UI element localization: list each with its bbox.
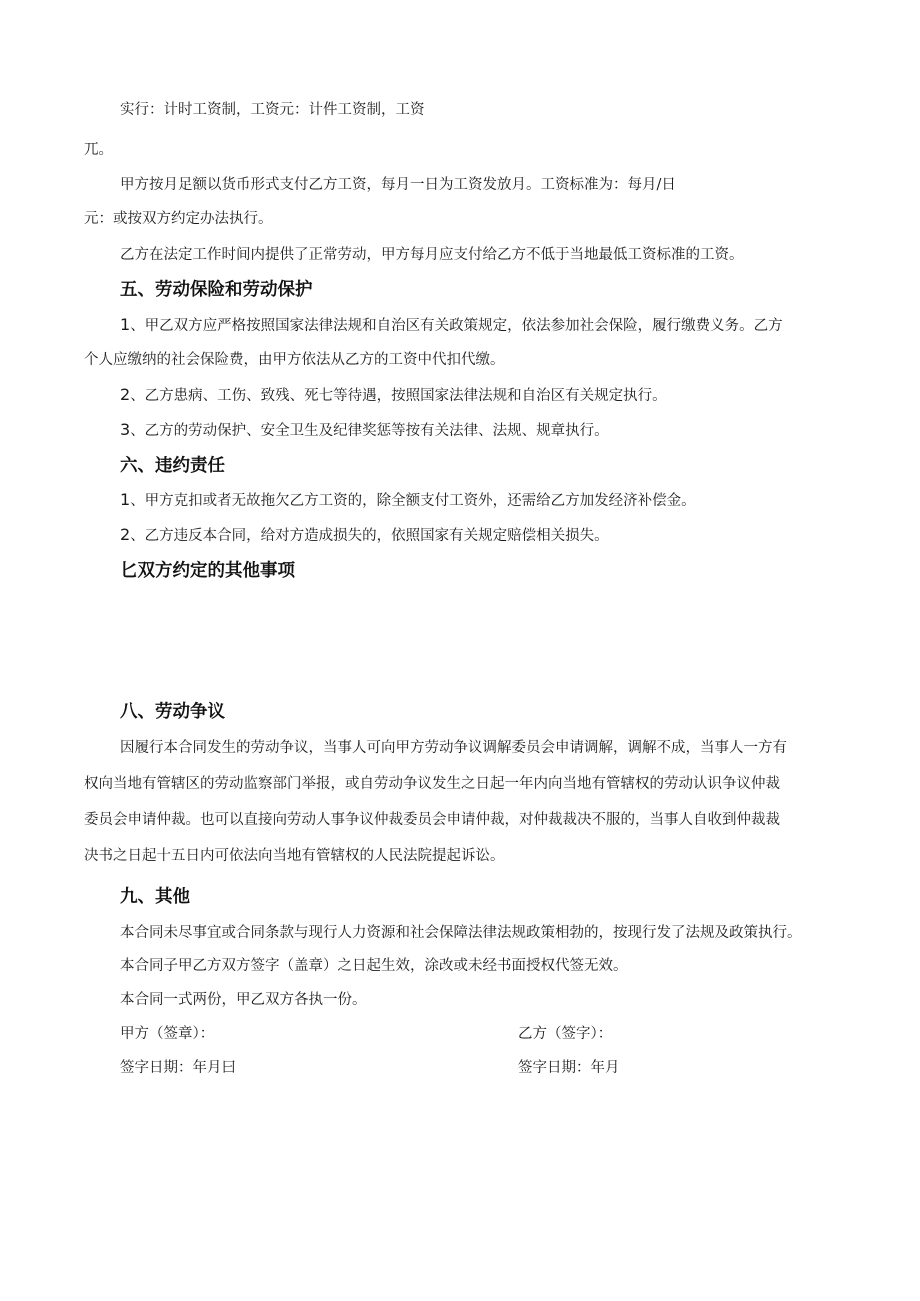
wage-system-line: 实行：计时工资制，工资元：计件工资制，工资 <box>120 102 425 118</box>
item-number: 1 <box>120 315 131 334</box>
dispute-line-1: 因履行本合同发生的劳动争议，当事人可向甲方劳动争议调解委员会申请调解，调解不成，当事人一方有 <box>120 740 787 756</box>
dispute-line-4: 决书之日起十五日内可依法向当地有管辖权的人民法院提起诉讼。 <box>84 848 505 864</box>
item-number: 1 <box>120 490 131 509</box>
item-text: 、甲乙双方应严格按照国家法律法规和自治区有关政策规定，依法参加社会保险，履行缴费义务。乙方 <box>130 318 783 334</box>
minimum-wage-line: 乙方在法定工作时间内提供了正常劳动，甲方每月应支付给乙方不低于当地最低工资标准的工资。 <box>120 247 744 263</box>
section-9-heading: 九、其他 <box>120 887 190 907</box>
wage-standard-line: 元：或按双方约定办法执行。 <box>84 211 273 227</box>
item-number: 3 <box>120 420 131 439</box>
party-b-sign-date: 签字日期：年月 <box>518 1060 620 1076</box>
section-5-item-1-cont: 个人应缴纳的社会保险费，由甲方依法从乙方的工资中代扣代缴。 <box>84 352 505 368</box>
other-line-2: 本合同子甲乙方双方签字（盖章）之日起生效，涂改或未经书面授权代签无效。 <box>120 958 628 974</box>
item-text: 、乙方的劳动保护、安全卫生及纪律奖惩等按有关法律、法规、规章执行。 <box>130 423 609 439</box>
other-line-3: 本合同一式两份，甲乙双方各执一份。 <box>120 992 367 1008</box>
section-6-item-1 <box>120 490 696 511</box>
section-5-item-2 <box>120 385 667 406</box>
other-line-1: 本合同未尽事宜或合同条款与现行人力资源和社会保障法律法规政策相勃的，按现行发了法规及政策执行。 <box>120 925 802 941</box>
section-5-heading: 五、劳动保险和劳动保护 <box>120 280 313 300</box>
party-a-sign-date: 签字日期：年月曰 <box>120 1060 236 1076</box>
section-8-heading: 八、劳动争议 <box>120 702 225 722</box>
section-7-heading: 匕双方约定的其他事项 <box>120 561 295 581</box>
item-text: 、乙方患病、工伤、致残、死七等待遇，按照国家法律法规和自治区有关规定执行。 <box>130 388 667 404</box>
item-number: 2 <box>120 525 131 544</box>
item-text: 、乙方违反本合同，给对方造成损失的，依照国家有关规定赔偿相关损失。 <box>130 528 609 544</box>
item-number: 2 <box>120 385 131 404</box>
wage-payment-line: 甲方按月足额以货币形式支付乙方工资，每月一日为工资发放月。工资标准为：每月/日 <box>120 177 676 193</box>
wage-unit-line: 兀。 <box>84 142 113 158</box>
section-6-item-2 <box>120 525 609 546</box>
party-a-signature-label: 甲方（签章）： <box>120 1026 215 1042</box>
party-b-signature-label: 乙方（签字）： <box>518 1026 613 1042</box>
item-text: 、甲方克扣或者无故拖欠乙方工资的，除全额支付工资外，还需给乙方加发经济补偿金。 <box>130 493 696 509</box>
section-6-heading: 六、违约责任 <box>120 456 225 476</box>
dispute-line-2: 权向当地有管辖区的劳动监察部门举报，或自劳动争议发生之日起一年内向当地有管辖权的劳动认识争议仲裁 <box>84 776 780 792</box>
section-5-item-1 <box>120 315 783 336</box>
section-5-item-3 <box>120 420 609 441</box>
dispute-line-3: 委员会申请仲裁。也可以直接向劳动人事争议仲裁委员会申请仲裁，对仲裁裁决不服的，当事人自收到仲裁裁 <box>84 812 780 828</box>
